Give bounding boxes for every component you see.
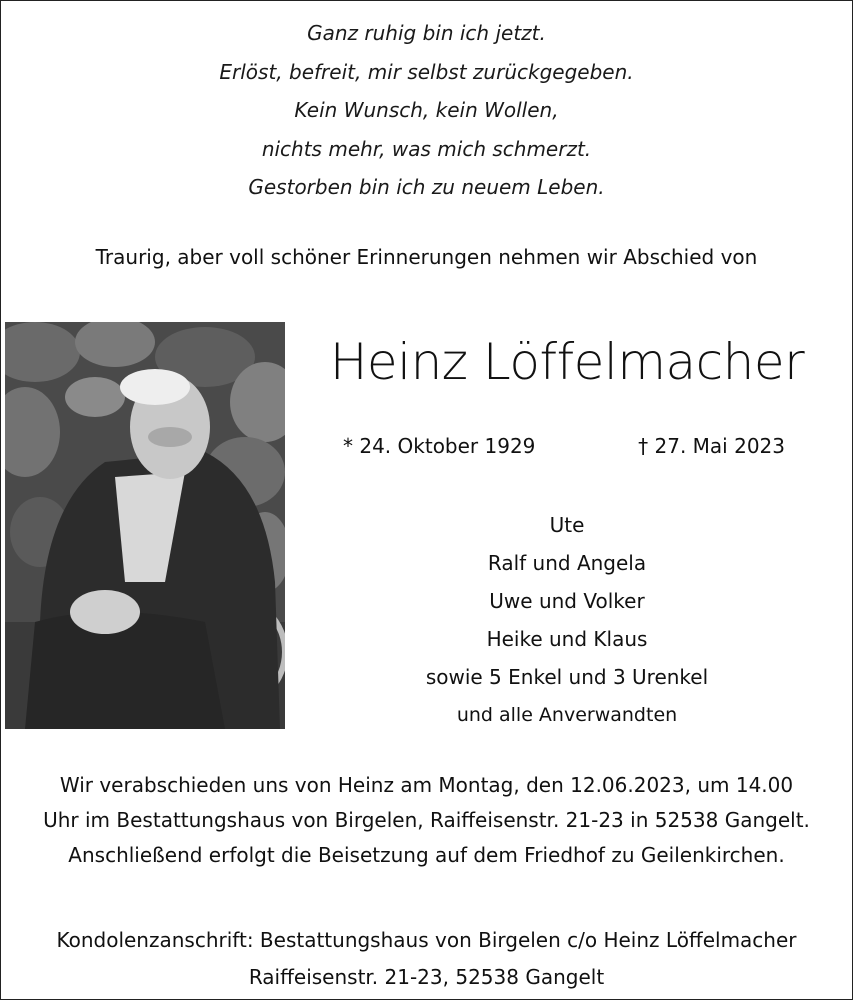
family-member: Heike und Klaus: [486, 627, 648, 651]
poem: [0, 14, 853, 207]
family-member: Uwe und Volker: [489, 589, 645, 613]
family-member: Ute: [549, 513, 585, 537]
deceased-name: Heinz Löffelmacher: [329, 333, 805, 391]
family-member: und alle Anverwandten: [456, 704, 678, 726]
poem-line: nichts mehr, was mich schmerzt.: [261, 136, 592, 161]
poem-line: Kein Wunsch, kein Wollen,: [294, 98, 559, 122]
family-list: [293, 506, 841, 734]
service-line: Anschließend erfolgt die Beisetzung auf dem Friedhof zu Geilenkirchen.: [68, 843, 785, 867]
death-date: † 27. Mai 2023: [638, 434, 785, 458]
portrait-photo: [5, 322, 285, 729]
poem-line: Ganz ruhig bin ich jetzt.: [307, 21, 546, 45]
address-line: Kondolenzanschrift: Bestattungshaus von Birgelen c/o Heinz Löffelmacher: [56, 928, 797, 952]
family-member: sowie 5 Enkel und 3 Urenkel: [425, 665, 709, 689]
family-member: Ralf und Angela: [487, 551, 647, 575]
service-line: Uhr im Bestattungshaus von Birgelen, Raiffeisenstr. 21-23 in 52538 Gangelt.: [43, 808, 810, 832]
birth-date: * 24. Oktober 1929: [343, 434, 536, 458]
address-line: Raiffeisenstr. 21-23, 52538 Gangelt: [248, 965, 605, 989]
poem-line: Gestorben bin ich zu neuem Leben.: [248, 175, 605, 199]
poem-line: Erlöst, befreit, mir selbst zurückgegeben.: [219, 59, 634, 84]
life-dates: [293, 430, 841, 462]
intro-text: Traurig, aber voll schöner Erinnerungen nehmen wir Abschied von: [95, 245, 758, 269]
service-info: [0, 768, 853, 873]
condolence-address: [0, 922, 853, 996]
service-line: Wir verabschieden uns von Heinz am Montag, den 12.06.2023, um 14.00: [59, 773, 794, 797]
